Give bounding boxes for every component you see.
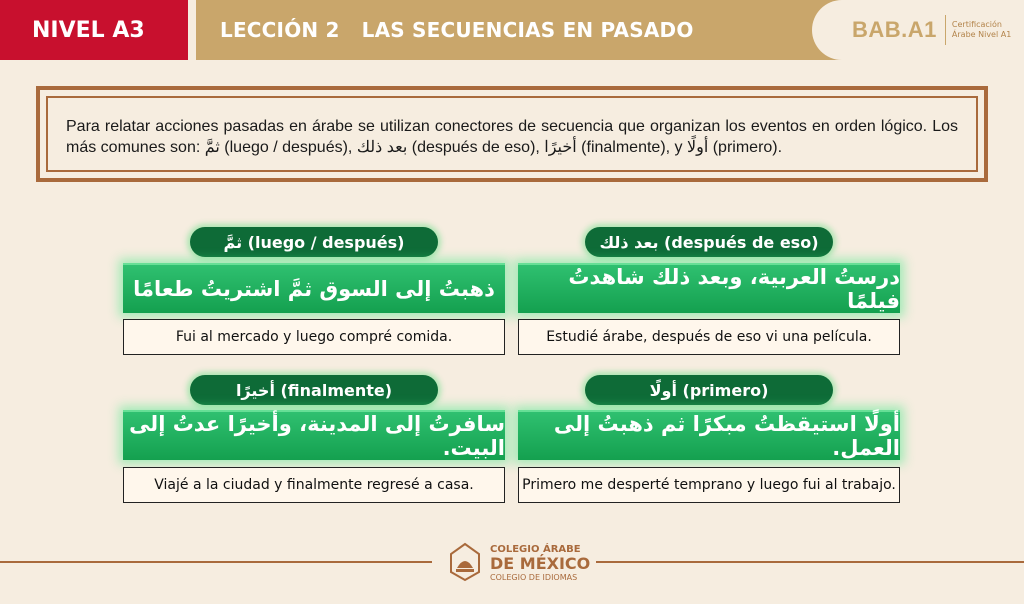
footer-divider-left — [0, 561, 432, 563]
arabic-sentence-thumma: ذهبتُ إلى السوق ثمَّ اشتريتُ طعامًا — [123, 263, 505, 313]
school-name-line-1: COLEGIO ÁRABE — [490, 544, 581, 555]
school-name-line-2: DE MÉXICO — [490, 554, 591, 573]
connector-pill-thumma: ثمَّ (luego / después) — [190, 227, 438, 257]
translation-thumma: Fui al mercado y luego compré comida. — [123, 319, 505, 355]
lesson-number: LECCIÓN 2 — [220, 18, 340, 42]
translation-awwalan: Primero me desperté temprano y luego fui al trabajo. — [518, 467, 900, 503]
level-badge — [0, 0, 188, 60]
school-name-line-3: COLEGIO DE IDIOMAS — [490, 573, 578, 582]
connector-pill-akhiran: أخيرًا (finalmente) — [190, 375, 438, 405]
arabic-sentence-awwalan: أولًا استيقظتُ مبكرًا ثم ذهبتُ إلى العمل. — [518, 410, 900, 460]
brand-block — [812, 0, 1024, 60]
school-logo-icon — [448, 542, 482, 582]
arabic-sentence-akhiran: سافرتُ إلى المدينة، وأخيرًا عدتُ إلى البيت. — [123, 410, 505, 460]
intro-frame — [36, 86, 988, 182]
translation-bada-dhalik: Estudié árabe, después de eso vi una película. — [518, 319, 900, 355]
lesson-title: LAS SECUENCIAS EN PASADO — [361, 18, 694, 42]
intro-text: Para relatar acciones pasadas en árabe se utilizan conectores de secuencia que organizan los eventos en orden lógico. Los más comunes son: ثمَّ (luego / después), بعد ذلك (después de eso), أخيرًا (finalmente), y أولًا (primero). — [46, 96, 978, 172]
connector-pill-bada-dhalik: بعد ذلك (después de eso) — [585, 227, 833, 257]
footer-divider-right — [596, 561, 1024, 563]
level-label: NIVEL A3 — [32, 17, 145, 43]
school-name — [490, 544, 590, 584]
translation-akhiran: Viajé a la ciudad y finalmente regresé a casa. — [123, 467, 505, 503]
certification-text — [952, 20, 1011, 40]
certification-line-1: Certificación — [951, 20, 1002, 29]
lesson-title-bar — [196, 0, 866, 60]
brand-logo: BAB.A1 — [852, 17, 937, 42]
connector-pill-awwalan: أولًا (primero) — [585, 375, 833, 405]
brand-divider — [945, 15, 946, 45]
certification-line-2: Árabe Nivel A1 — [951, 30, 1012, 39]
arabic-sentence-bada-dhalik: درستُ العربية، وبعد ذلك شاهدتُ فيلمًا — [518, 263, 900, 313]
